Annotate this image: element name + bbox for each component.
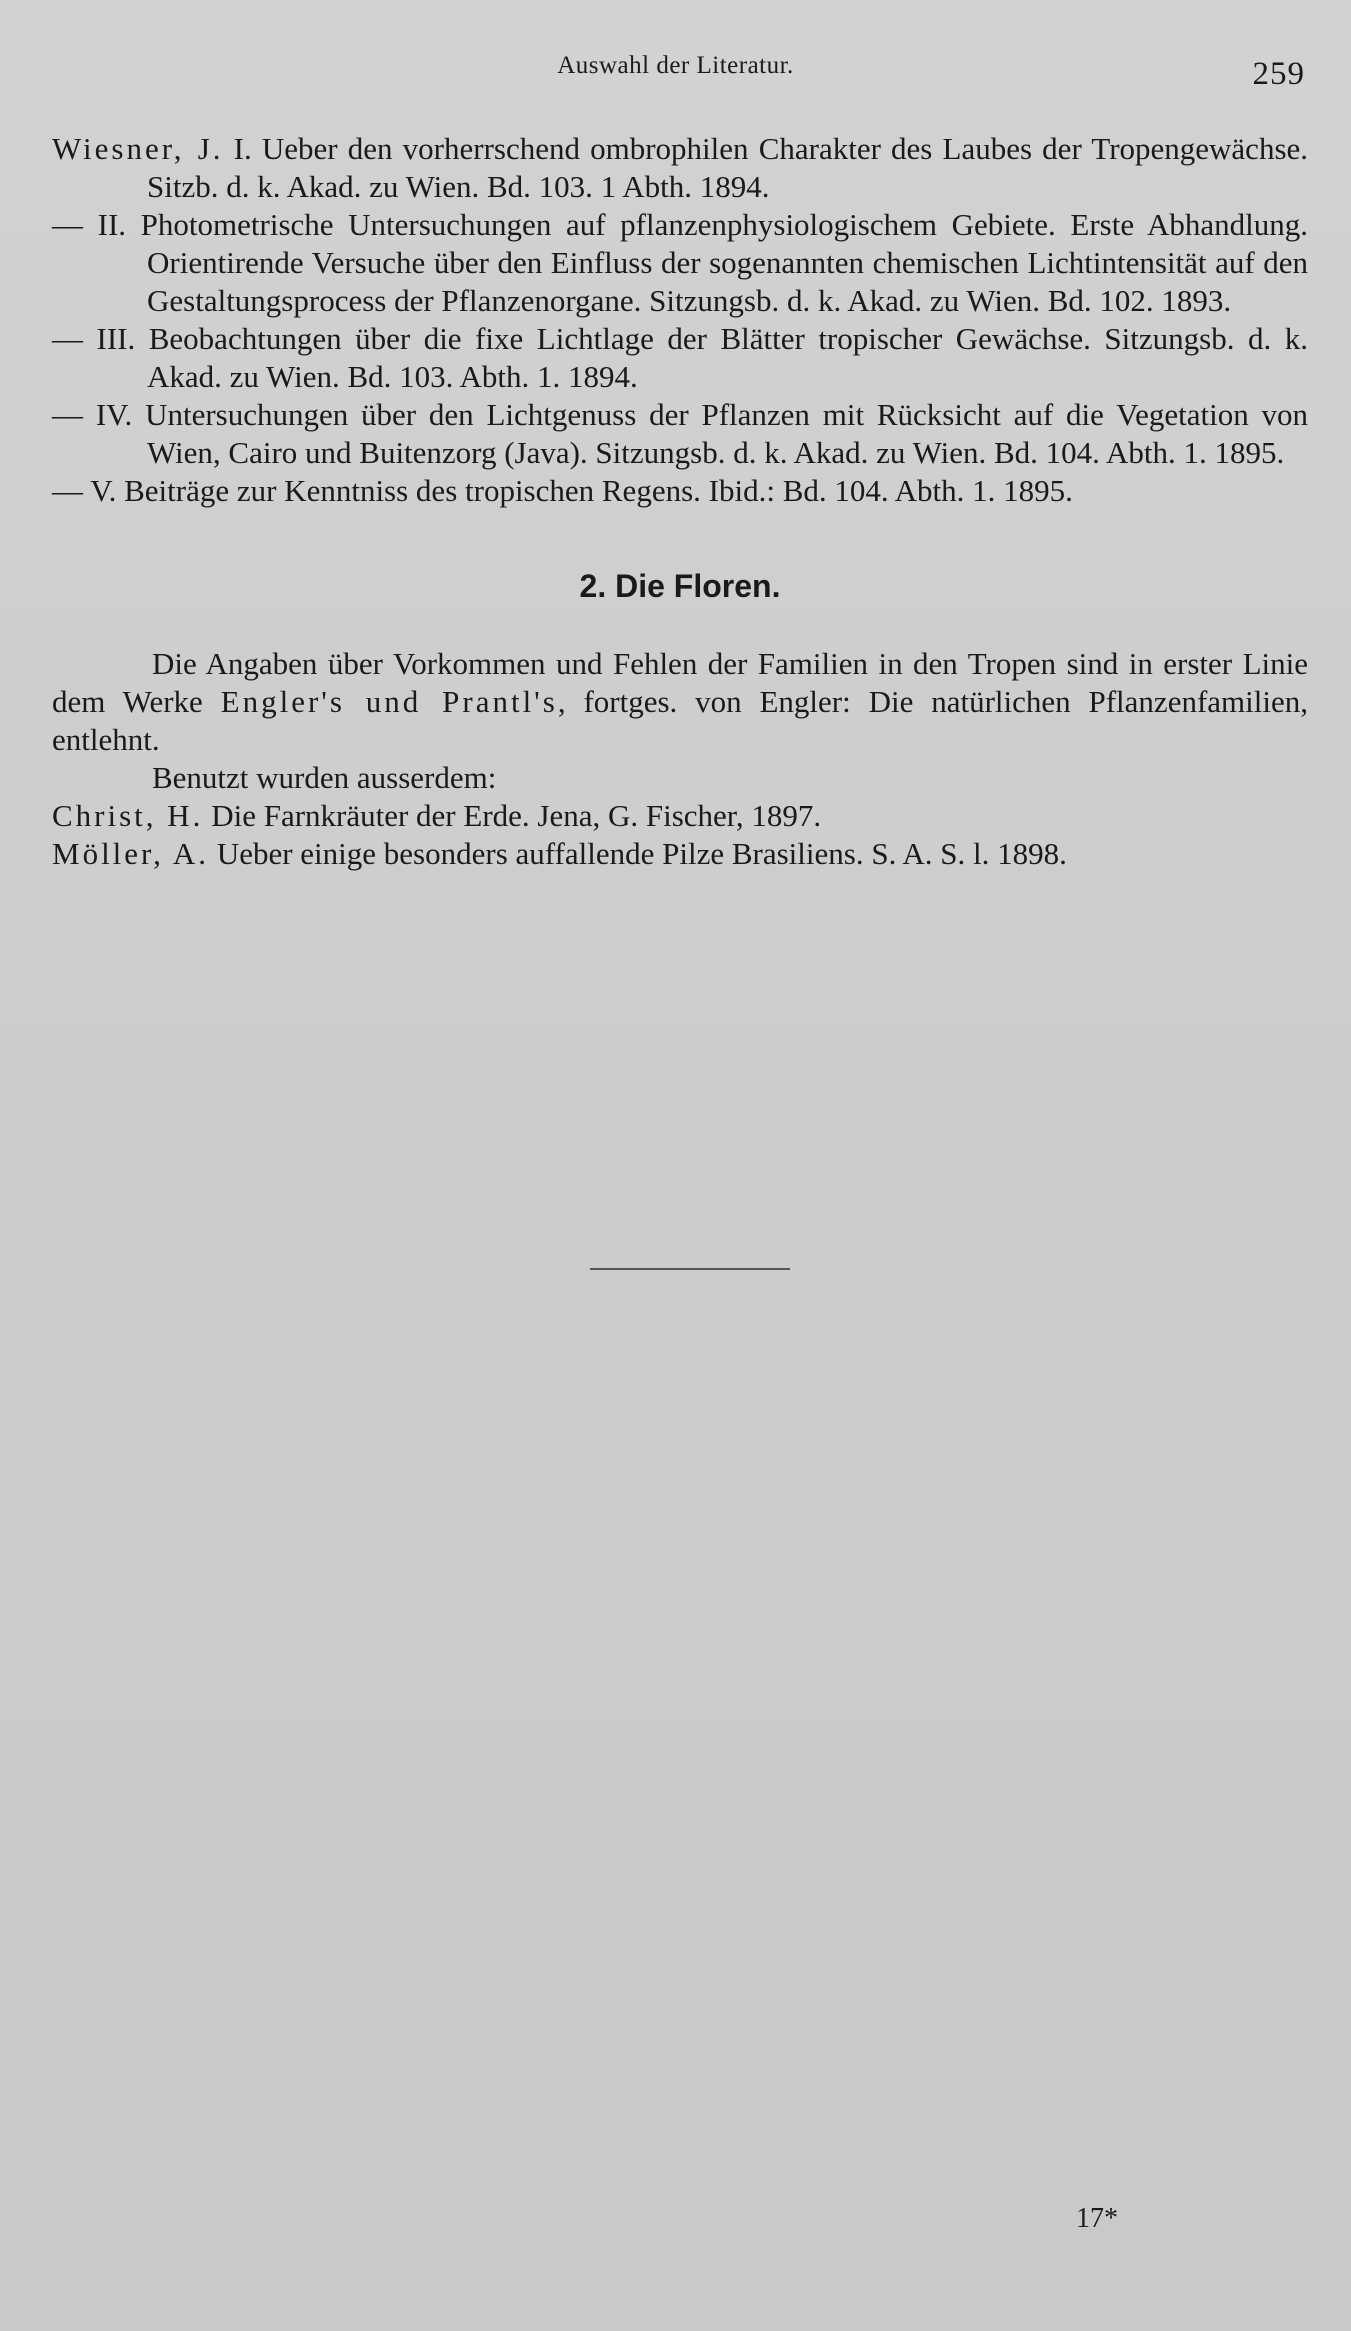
- bibliography-entry-wiesner-5: [52, 472, 1308, 510]
- entry-text: III. Beobachtungen über die fixe Lichtlage der Blätter tropischer Gewächse. Sitzungsb. d. k. Akad. zu Wien. Bd. 103. Abth. 1. 1894.: [96, 321, 1308, 394]
- bibliography-entry-wiesner-2: [52, 206, 1308, 320]
- entry-text: Die Farnkräuter der Erde. Jena, G. Fischer, 1897.: [203, 798, 822, 833]
- intro-author-names: Engler's und Prantl's: [220, 684, 558, 719]
- entry-text: I. Ueber den vorherrschend ombrophilen Charakter des Laubes der Tropengewächse. Sitzb. d. k. Akad. zu Wien. Bd. 103. 1 Abth. 1894.: [147, 131, 1309, 204]
- page-content: [52, 130, 1308, 873]
- intro-paragraph: [52, 645, 1308, 759]
- author-name: Wiesner, J.: [52, 131, 224, 166]
- entry-text: IV. Untersuchungen über den Lichtgenuss der Pflanzen mit Rücksicht auf die Vegetation von Wien, Cairo und Buitenzorg (Java). Sitzungsb. d. k. Akad. zu Wien. Bd. 104. Abth. 1. 1895.: [95, 397, 1309, 470]
- author-name: Christ, H.: [52, 798, 204, 833]
- bibliography-entry-wiesner-4: [52, 396, 1308, 472]
- entry-dash: —: [52, 321, 83, 356]
- section-divider: [590, 1268, 790, 1270]
- entry-dash: —: [52, 473, 83, 508]
- bibliography-entry-wiesner-1: [52, 130, 1308, 206]
- signature-mark: 17*: [1076, 2203, 1118, 2234]
- bibliography-entry-wiesner-3: [52, 320, 1308, 396]
- reference-entry-moeller: [52, 835, 1308, 873]
- entry-text: Ueber einige besonders auffallende Pilze Brasiliens. S. A. S. l. 1898.: [209, 836, 1067, 871]
- entry-dash: —: [52, 397, 83, 432]
- author-name: Möller, A.: [52, 836, 210, 871]
- reference-entry-christ: [52, 797, 1308, 835]
- also-used-line: Benutzt wurden ausserdem:: [152, 760, 497, 795]
- page-number: 259: [1252, 56, 1305, 92]
- entry-dash: —: [52, 207, 83, 242]
- entry-text: V. Beiträge zur Kenntniss des tropischen Regens. Ibid.: Bd. 104. Abth. 1. 1895.: [90, 473, 1073, 508]
- intro-text-end: , fortges. von Engler: Die natürlichen Pflanzenfamilien, entlehnt.: [52, 684, 1308, 757]
- intro-text-start: Die Angaben über Vorkommen und Fehlen der Familien in den Tropen sind in erster Linie dem Werke: [52, 646, 1308, 719]
- entry-text: II. Photometrische Untersuchungen auf pflanzenphysiologischem Gebiete. Erste Abhandlung. Orientirende Versuche über den Einfluss der sogenannten chemischen Lichtintensität auf den Gestaltungsprocess der Pflanzenorgane. Sitzungsb. d. k. Akad. zu Wien. Bd. 102. 1893.: [97, 207, 1309, 318]
- section-heading: 2. Die Floren.: [579, 568, 781, 604]
- running-title: Auswahl der Literatur.: [557, 52, 794, 79]
